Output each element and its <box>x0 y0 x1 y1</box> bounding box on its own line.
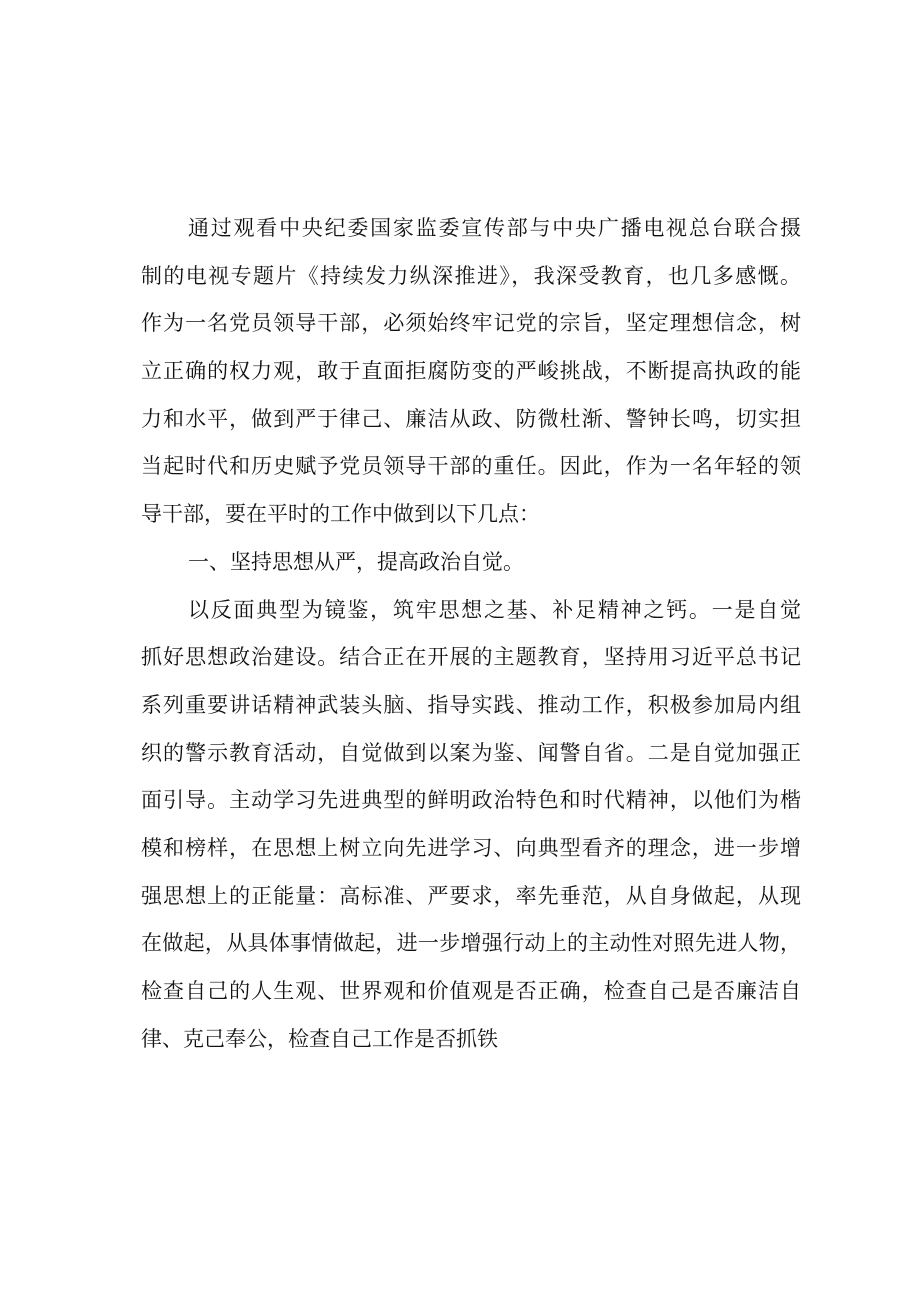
paragraph-2-line-1: 以反面典型为镜鉴，筑牢思想之基、补足精神之钙。一是自觉 <box>188 597 801 622</box>
paragraph-2-line-4: 织的警示教育活动，自觉做到以案为鉴、闻警自省。二是自觉加强正 <box>141 740 801 765</box>
paragraph-2-line-5: 面引导。主动学习先进典型的鲜明政治特色和时代精神，以他们为楷 <box>141 788 801 813</box>
paragraph-1-line-3: 作为一名党员领导干部，必须始终牢记党的宗旨，坚定理想信念，树 <box>141 311 801 336</box>
paragraph-2-line-9: 检查自己的人生观、世界观和价值观是否正确，检查自己是否廉洁自 <box>141 979 801 1003</box>
paragraph-1-line-7: 导干部，要在平时的工作中做到以下几点： <box>141 502 540 527</box>
paragraph-2-line-6: 模和榜样，在思想上树立向先进学习、向典型看齐的理念，进一步增 <box>141 835 801 860</box>
paragraph-1-line-4: 立正确的权力观，敢于直面拒腐防变的严峻挑战，不断提高执政的能 <box>141 359 801 384</box>
paragraph-1-line-5: 力和水平，做到严于律己、廉洁从政、防微杜渐、警钟长鸣，切实担 <box>141 406 801 431</box>
paragraph-2-line-3: 系列重要讲话精神武装头脑、指导实践、推动工作，积极参加局内组 <box>141 692 801 717</box>
paragraph-2-line-7: 强思想上的正能量：高标准、严要求，率先垂范，从自身做起，从现 <box>141 883 801 908</box>
section-heading-1: 一、坚持思想从严，提高政治自觉。 <box>188 549 524 574</box>
paragraph-1-line-6: 当起时代和历史赋予党员领导干部的重任。因此，作为一名年轻的领 <box>141 454 801 479</box>
paragraph-2-line-2: 抓好思想政治建设。结合正在开展的主题教育，坚持用习近平总书记 <box>141 645 801 670</box>
paragraph-1-line-2: 制的电视专题片《持续发力纵深推进》，我深受教育，也几多感慨。 <box>141 263 801 288</box>
paragraph-2-line-10: 律、克己奉公，检查自己工作是否抓铁 <box>141 1026 498 1051</box>
document-body <box>141 205 801 1063</box>
paragraph-1-line-1: 通过观看中央纪委国家监委宣传部与中央广播电视总台联合摄 <box>188 216 801 240</box>
paragraph-2-line-8: 在做起，从具体事情做起，进一步增强行动上的主动性对照先进人物， <box>141 931 801 956</box>
